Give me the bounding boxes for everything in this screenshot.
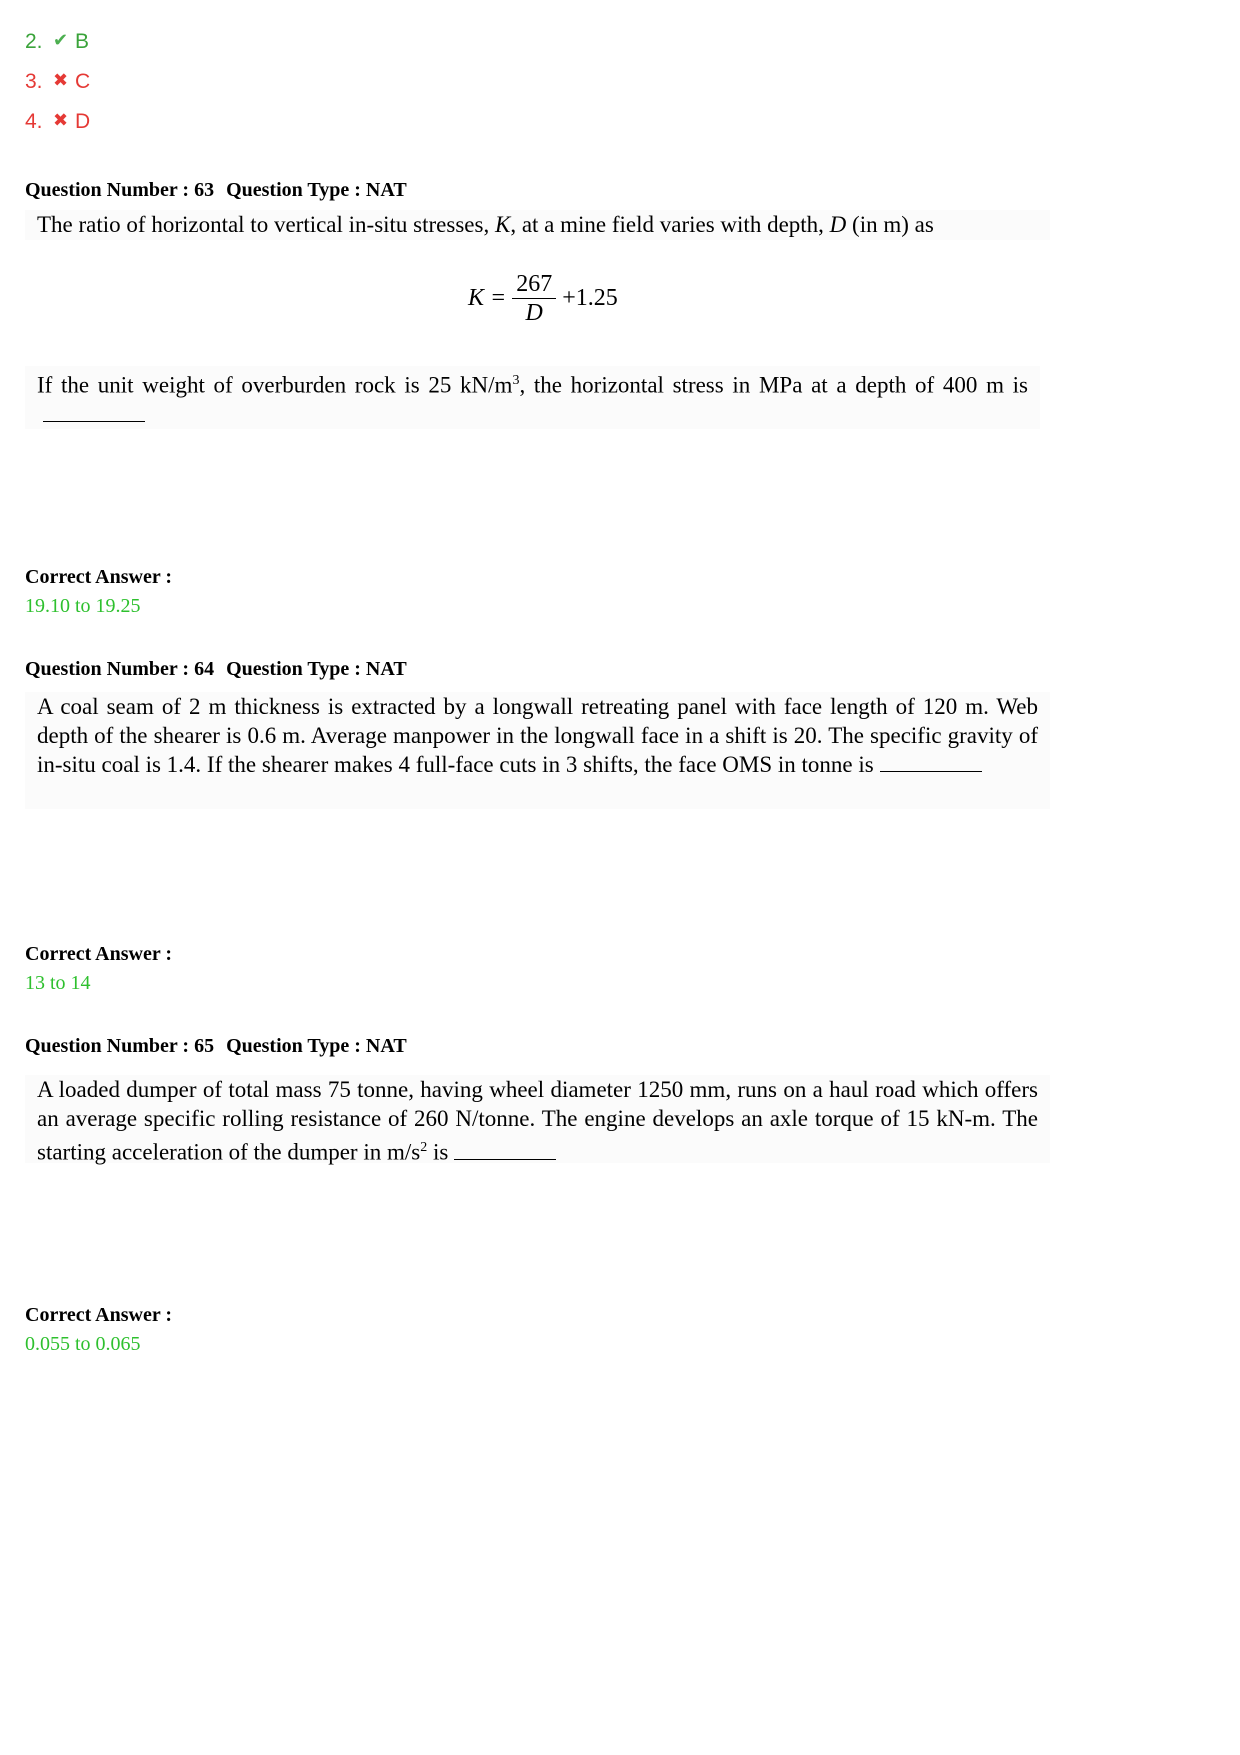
fraction-numerator: 267	[512, 270, 556, 299]
question-type: Question Type : NAT	[226, 179, 407, 201]
question-63-text-line1	[25, 210, 1050, 240]
question-type: Question Type : NAT	[226, 1035, 407, 1057]
question-65-text	[25, 1075, 1050, 1163]
question-64-text	[25, 692, 1050, 809]
formula-lhs: K =	[468, 285, 507, 311]
q63-text: The ratio of horizontal to vertical in-situ stresses,	[37, 212, 495, 237]
q65-text: is	[427, 1139, 449, 1165]
q63-text: , the horizontal stress in MPa at a depth of 400 m is	[519, 372, 1029, 398]
correct-answer-value: 19.10 to 19.25	[25, 595, 141, 617]
correct-answer-label: Correct Answer :	[25, 943, 172, 965]
option-2	[25, 28, 89, 54]
fraction	[512, 270, 556, 327]
option-3	[25, 68, 90, 94]
formula-k	[468, 270, 618, 327]
cross-icon: ✖	[53, 70, 69, 90]
question-65-header	[25, 1035, 407, 1058]
question-number: Question Number : 64	[25, 658, 215, 680]
answer-blank	[43, 401, 145, 422]
question-63-header	[25, 179, 407, 202]
option-number: 3.	[25, 70, 43, 93]
correct-answer-label: Correct Answer :	[25, 1304, 172, 1326]
q63-text: If the unit weight of overburden rock is 25 kN/m	[37, 372, 513, 398]
question-63-text-line2	[25, 366, 1040, 429]
option-label: C	[75, 70, 91, 93]
option-label: D	[75, 110, 91, 133]
answer-blank	[880, 751, 982, 772]
q65-text: A loaded dumper of total mass 75 tonne, having wheel diameter 1250 mm, runs on a haul road which offers an average specific rolling resistance of 260 N/tonne. The engine develops an axle torque of 15 kN-m. The starting acceleration of the dumper in m/s	[37, 1077, 1038, 1165]
cross-icon: ✖	[53, 110, 69, 130]
correct-answer-value: 0.055 to 0.065	[25, 1333, 141, 1355]
fraction-denominator: D	[525, 300, 543, 326]
option-label: B	[75, 30, 90, 53]
formula-rhs: +1.25	[562, 285, 618, 311]
question-number: Question Number : 65	[25, 1035, 215, 1057]
q63-text: (in m) as	[846, 212, 934, 237]
variable-d: D	[829, 212, 847, 237]
superscript: 3	[512, 373, 520, 388]
option-number: 2.	[25, 30, 43, 53]
option-4	[25, 108, 90, 134]
correct-answer-label: Correct Answer :	[25, 566, 172, 588]
answer-blank	[454, 1139, 556, 1160]
q63-text: , at a mine field varies with depth,	[510, 212, 830, 237]
variable-k: K	[494, 212, 511, 237]
option-number: 4.	[25, 110, 43, 133]
check-icon: ✔	[53, 30, 69, 50]
question-type: Question Type : NAT	[226, 658, 407, 680]
correct-answer-value: 13 to 14	[25, 972, 91, 994]
question-64-header	[25, 658, 407, 681]
question-number: Question Number : 63	[25, 179, 215, 201]
q64-text: A coal seam of 2 m thickness is extracted by a longwall retreating panel with face length of 120 m. Web depth of the shearer is 0.6 m. Average manpower in the longwall face in a shift is 20. The specific gravity of in-situ coal is 1.4. If the shearer makes 4 full-face cuts in 3 shifts, the face OMS in tonne is	[37, 694, 1038, 777]
superscript: 2	[420, 1140, 428, 1155]
